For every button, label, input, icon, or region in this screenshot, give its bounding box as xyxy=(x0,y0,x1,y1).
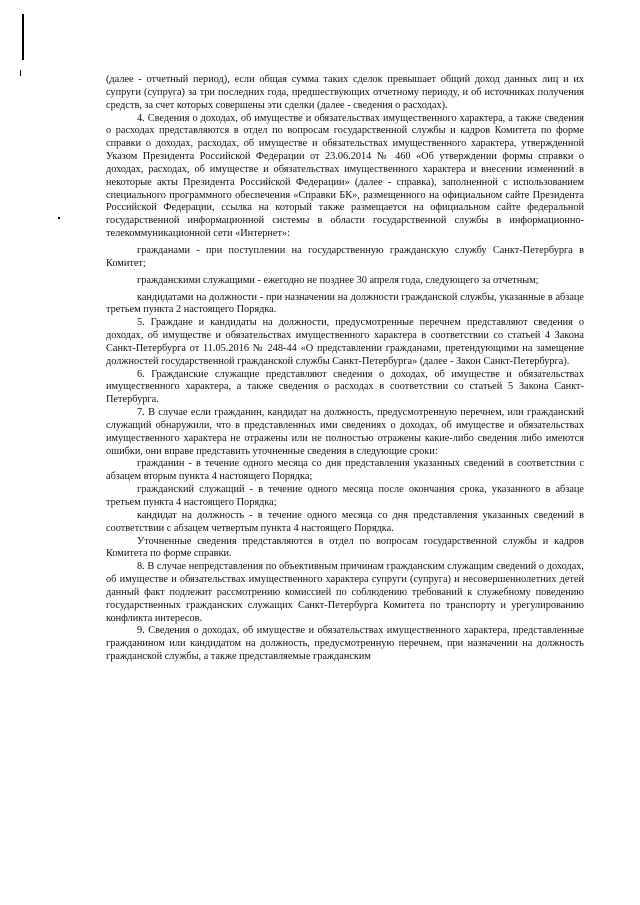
paragraph-deadline-servant: гражданский служащий - в течение одного месяца после окончания срока, указанного в абзаце третьем пункта 4 настоящего Порядка; xyxy=(106,484,584,508)
paragraph-continuation: (далее - отчетный период), если общая сумма таких сделок превышает общий доход данных лиц и их супруги (супруга) за три последних года, предшествующих отчетному периоду, и об источниках получения средств, за счет которых совершены эти сделки (далее - сведения о расходах). xyxy=(106,74,584,111)
paragraph-item-4: 4. Сведения о доходах, об имуществе и обязательствах имущественного характера, а также сведения о расходах представляются в отдел по вопросам государственной службы и кадров Комитета по форме справки о доходах, расходах, об имуществе и обязательствах имущественного характера, утвержденной Указом Президента Российской Федерации от 23.06.2014 № 460 «Об утверждении формы справки о доходах, расходах, об имуществе и обязательствах имущественного характера и внесении изменений в некоторые акты Президента Российской Федерации» (далее - справка), заполненной с использованием специального программного обеспечения «Справки БК», размещенного на официальном сайте Президента Российской Федерации, ссылка на который также размещается на официальном сайте федеральной государственной информационной системы в области государственной службы в информационно-телекоммуникационной сети «Интернет»: xyxy=(106,112,584,240)
scan-edge-mark-small xyxy=(20,70,21,76)
paragraph-item-9: 9. Сведения о доходах, об имуществе и обязательствах имущественного характера, представленные гражданином или кандидатом на должность, предусмотренную перечнем, при назначении на должность гражданской службы, а также представляемые гражданским xyxy=(106,625,584,663)
scan-dust-dot xyxy=(58,217,60,219)
paragraph-item-5: 5. Граждане и кандидаты на должности, предусмотренные перечнем представляют сведения о доходах, об имуществе и обязательствах имущественного характера в соответствии со статьей 4 Закона Санкт-Петербурга от 11.05.2016 № 248-44 «О представлении гражданами, претендующими на замещение должностей государственной гражданской службы Санкт-Петербурга» (далее - Закон Санкт-Петербурга). xyxy=(106,317,584,367)
paragraph-deadline-candidate: кандидат на должность - в течение одного месяца со дня представления указанных сведений в соответствии с абзацем четвертым пункта 4 настоящего Порядка. xyxy=(106,509,584,534)
document-page xyxy=(106,74,584,664)
paragraph-clarified-info: Уточненные сведения представляются в отдел по вопросам государственной службы и кадров Комитета по форме справки. xyxy=(106,535,584,560)
scan-edge-mark xyxy=(22,14,24,60)
paragraph-item-7: 7. В случае если гражданин, кандидат на должность, предусмотренную перечнем, или гражданский служащий обнаружили, что в представленных ими сведениях о доходах, об имуществе и обязательствах имущественного характера не отражены или не полностью отражены какие-либо сведения либо имеются ошибки, они вправе представить уточненные сведения в следующие сроки: xyxy=(106,407,584,457)
paragraph-item-8: 8. В случае непредставления по объективным причинам гражданским служащим сведений о доходах, об имуществе и обязательствах имущественного характера супруги (супруга) и несовершеннолетних детей данный факт подлежит рассмотрению комиссией по соблюдению требований к служебному поведению государственных гражданских служащих Санкт-Петербурга Комитета по транспорту и урегулированию конфликта интересов. xyxy=(106,561,584,624)
paragraph-citizens: гражданами - при поступлении на государственную гражданскую службу Санкт-Петербурга в Комитет; xyxy=(106,244,584,269)
paragraph-candidates: кандидатами на должности - при назначении на должности гражданской службы, указанные в абзаце третьем пункта 2 настоящего Порядка. xyxy=(106,291,584,316)
paragraph-civil-servants: гражданскими служащими - ежегодно не позднее 30 апреля года, следующего за отчетным; xyxy=(137,274,539,286)
paragraph-item-6: 6. Гражданские служащие представляют сведения о доходах, об имуществе и обязательствах имущественного характера, а также сведения о расходах в соответствии со статьей 5 Закона Санкт-Петербурга. xyxy=(106,368,584,406)
paragraph-deadline-citizen: гражданин - в течение одного месяца со дня представления указанных сведений в соответствии с абзацем вторым пункта 4 настоящего Порядка; xyxy=(106,458,584,483)
